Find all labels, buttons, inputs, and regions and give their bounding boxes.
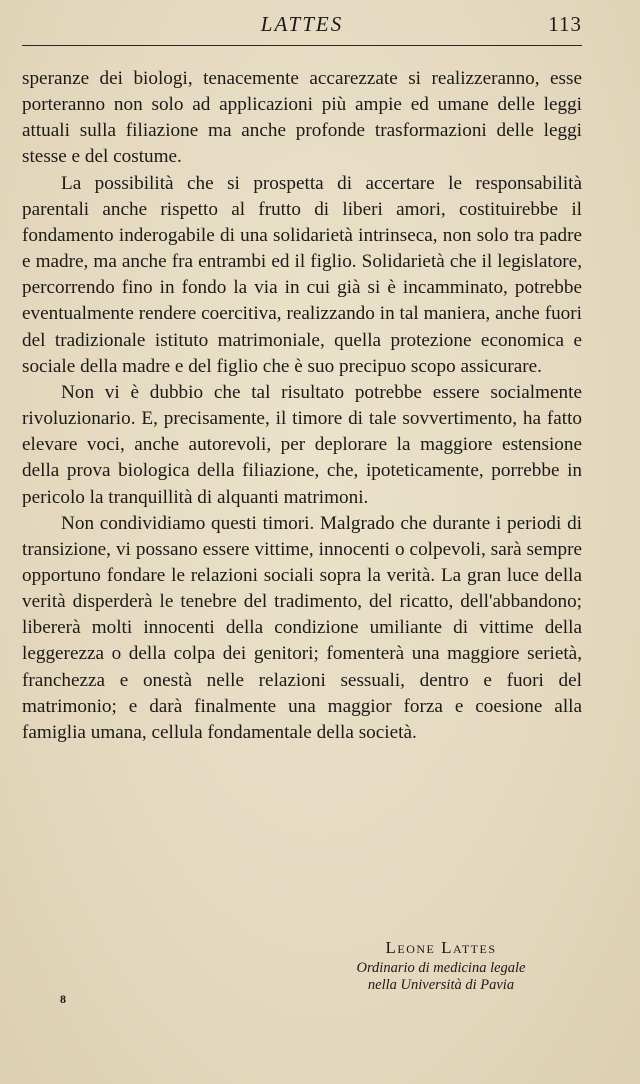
author-title-line-2: nella Università di Pavia — [367, 977, 515, 993]
body-text — [22, 66, 582, 746]
printer-signature-mark: 8 — [60, 992, 66, 1006]
author-title-line-1: Ordinario di medicina legale — [356, 960, 526, 976]
page-number: 113 — [548, 12, 582, 36]
paragraph-1: speranze dei biologi, tenacemente accarezzate si realizzeranno, esse porteranno non solo ad applicazioni più ampie ed umane delle leggi attuali sulla filiazione ma anche profonde trasformazioni delle leggi stesse e del costume. — [22, 68, 582, 168]
paragraph-4: Non condividiamo questi timori. Malgrado che durante i periodi di transizione, vi possano essere vittime, innocenti o colpevoli, sarà sempre opportuno fondare le relazioni sociali sopra la verità. La gran luce della verità disperderà le tenebre del tradimento, del ricatto, dell'abbandono; libererà molti innocenti della condizione umiliante di vittime della leggerezza o della colpa dei genitori; fomenterà una maggiore serietà, franchezza e onestà nelle relazioni sessuali, dentro e fuori del matrimonio; e darà finalmente una maggior forza e coesione alla famiglia umana, cellula fondamentale della società. — [22, 512, 582, 743]
running-title: LATTES — [260, 12, 344, 36]
paragraph-3: Non vi è dubbio che tal risultato potrebbe essere socialmente rivoluzionario. E, precisamente, il timore di tale sovvertimento, ha fatto elevare voci, anche autorevoli, per deplorare la maggiore estensione della prova biologica della filiazione, che, ipoteticamente, porrebbe in pericolo la tranquillità di alquanti matrimoni. — [22, 381, 582, 508]
running-head — [22, 10, 582, 44]
header-rule — [22, 45, 582, 46]
author-signature — [300, 936, 582, 994]
paragraph-2: La possibilità che si prospetta di accertare le responsabilità parentali anche rispetto al frutto di liberi amori, costituirebbe il fondamento inderogabile di una solidarietà intrinseca, non solo tra padre e madre, ma anche fra entrambi ed il figlio. Solidarietà che il legislatore, percorrendo fino in fondo la via in cui già si è incamminato, potrebbe eventualmente rendere coercitiva, realizzando in tal maniera, anche fuori del tradizionale istituto matrimoniale, quella protezione economica e sociale della madre e del figlio che è suo precipuo scopo assicurare. — [22, 172, 582, 377]
author-name: Leone Lattes — [385, 938, 497, 957]
